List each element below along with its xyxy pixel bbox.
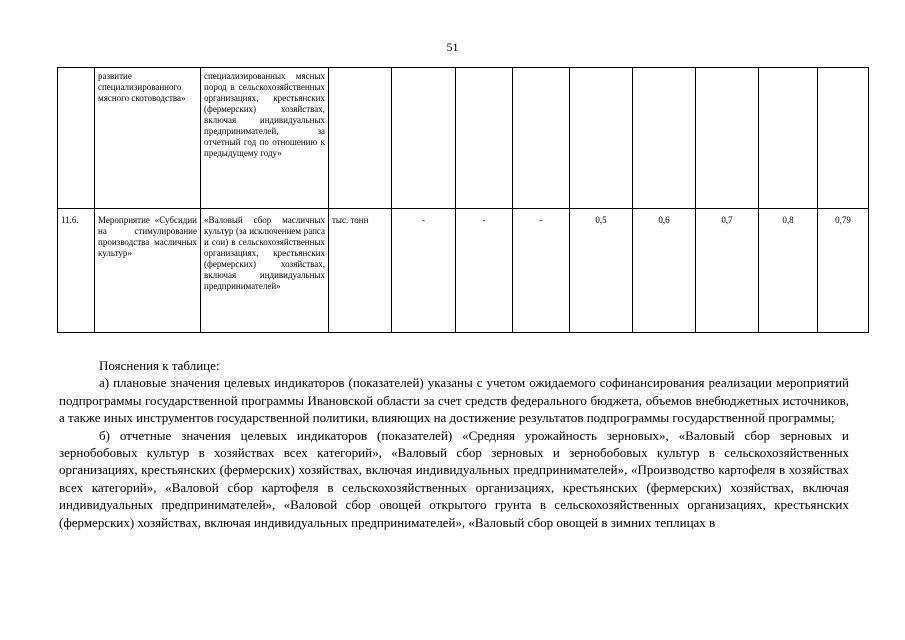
value-cell (759, 68, 818, 209)
measure-name-cell: развитие специализированного мясного скотоводства» (95, 68, 201, 209)
table-row (58, 209, 869, 333)
notes-paragraph-a: а) плановые значения целевых индикаторов (показателей) указаны с учетом ожидаемого софинансирования реализации мероприятий подпрограммы государственной программы Ивановской области за счет средств федерального бюджета, объемов внебюджетных источников, а также иных инструментов государственной политики, влияющих на достижение результатов подпрограммы государственной программы; (59, 375, 849, 426)
unit-cell (329, 68, 392, 209)
row-number-cell: 11.6. (58, 209, 95, 333)
value-cell: 0,5 (570, 209, 633, 333)
indicator-name-cell: специализированных мясных пород в сельскохозяйственных организациях, крестьянских (фермерских) хозяйствах, включая индивидуальных предпринимателей, за отчетный год по отношению к предыдущему году» (201, 68, 329, 209)
value-cell (818, 68, 869, 209)
row-number-cell (58, 68, 95, 209)
value-cell (392, 68, 456, 209)
indicators-table (57, 67, 869, 333)
value-cell (570, 68, 633, 209)
value-cell (696, 68, 759, 209)
value-cell: - (456, 209, 513, 333)
value-cell (456, 68, 513, 209)
value-cell (513, 68, 570, 209)
value-cell: - (392, 209, 456, 333)
table-row (58, 68, 869, 209)
indicator-name-cell: «Валовый сбор масличных культур (за исключением рапса и сои) в сельскохозяйственных организациях, крестьянских (фермерских) хозяйствах, включая индивидуальных предпринимателей» (201, 209, 329, 333)
measure-name-cell: Мероприятие «Субсидии на стимулирование производства масличных культур» (95, 209, 201, 333)
value-cell: 0,7 (696, 209, 759, 333)
value-cell (633, 68, 696, 209)
value-cell: 0,8 (759, 209, 818, 333)
notes-heading: Пояснения к таблице: (99, 358, 220, 373)
notes-paragraph-b: б) отчетные значения целевых индикаторов (показателей) «Средняя урожайность зерновых», «Валовый сбор зерновых и зернобобовых культур в хозяйствах всех категорий», «Валовый сбор зерновых и зернобобовых культур в сельскохозяйственных организациях, крестьянских (фермерских) хозяйствах, включая индивидуальных предпринимателей», «Производство картофеля в хозяйствах всех категорий», «Валовой сбор картофеля в сельскохозяйственных организациях, крестьянских (фермерских) хозяйствах, включая индивидуальных предпринимателей», «Валовой сбор овощей открытого грунта в сельскохозяйственных организациях, крестьянских (фермерских) хозяйствах, включая индивидуальных предпринимателей», «Валовый сбор овощей в зимних теплицах в (59, 427, 849, 530)
page-number: 51 (446, 40, 459, 54)
value-cell: 0,79 (818, 209, 869, 333)
table-notes (59, 357, 849, 531)
unit-cell: тыс. тонн (329, 209, 392, 333)
value-cell: - (513, 209, 570, 333)
value-cell: 0,6 (633, 209, 696, 333)
